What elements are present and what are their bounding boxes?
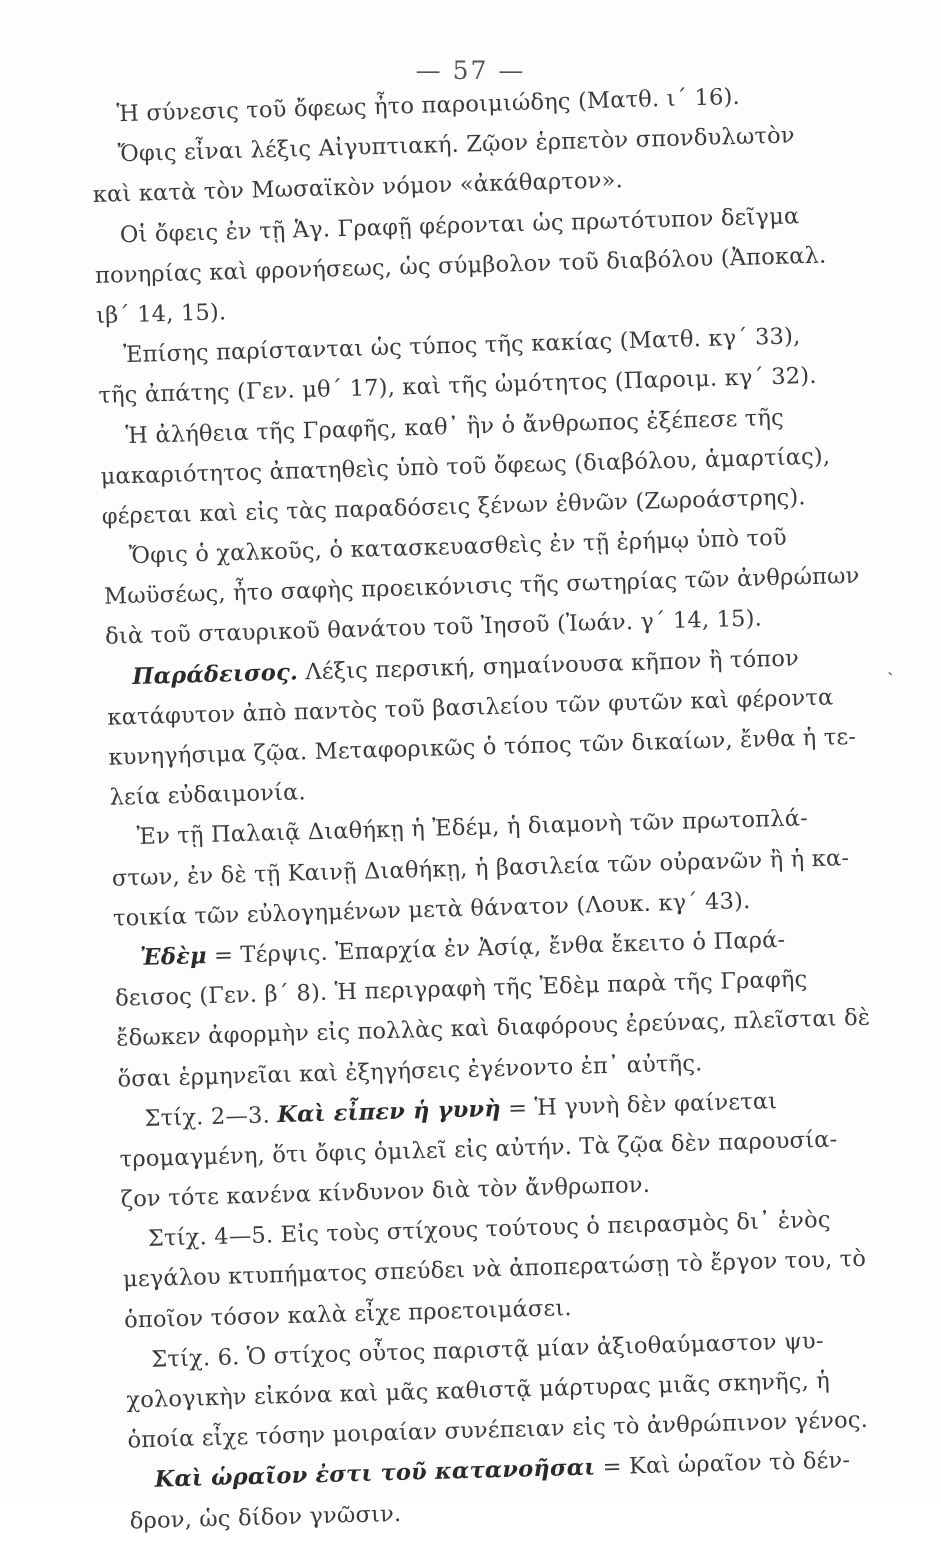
- line-text: τοικία τῶν εὐλογημένων μετὰ θάνατον (Λουκ. κγ΄ 43).: [112, 887, 751, 932]
- verse-ref: Στίχ. 2—3.: [144, 1101, 278, 1132]
- line-text: φέρεται καὶ εἰς τὰς παραδόσεις ξένων ἐθνῶν (Ζωροάστρης).: [101, 484, 807, 530]
- line-text: Ἐπίσης παρίστανται ὡς τύπος τῆς κακίας (Ματθ. κγ΄ 33),: [122, 323, 801, 369]
- line-text: λεία εὐδαιμονία.: [109, 779, 307, 811]
- line-text: Ὄφις εἶναι λέξις Αἰγυπτιακή. Ζῷον ἑρπετὸν σπονδυλωτὸν: [117, 122, 796, 168]
- lemma-term: Καὶ εἶπεν ἡ γυνὴ: [276, 1095, 502, 1128]
- line-text: ὁποῖον τόσον καλὰ εἶχε προετοιμάσει.: [123, 1294, 573, 1334]
- line-text: τῆς ἀπάτης (Γεν. μθ΄ 17), καὶ τῆς ὠμότητος (Παροιμ. κγ΄ 32).: [98, 363, 818, 410]
- line-text: κυνηγήσιμα ζῷα. Μεταφορικῶς ὁ τόπος τῶν δικαίων, ἔνθα ἡ τε-: [108, 723, 857, 771]
- line-text: πονηρίας καὶ φρονήσεως, ὡς σύμβολον τοῦ διαβόλου (Ἀποκαλ.: [94, 242, 827, 289]
- lemma-term: Καὶ ὡραῖον ἐστι τοῦ κατανοῆσαι: [154, 1454, 596, 1494]
- line-text: μεγάλου κτυπήματος σπεύδει νὰ ἀποπερατώσῃ τὸ ἔργον του, τὸ: [122, 1246, 867, 1293]
- lemma-term: Παράδεισος.: [131, 659, 299, 690]
- lemma-term: Ἐδὲμ: [139, 943, 208, 971]
- line-text: Ἡ ἀλήθεια τῆς Γραφῆς, καθ᾽ ἣν ὁ ἄνθρωπος ἐξέπεσε τῆς: [125, 404, 785, 449]
- line-text: Μωϋσέως, ἦτο σαφὴς προεικόνισις τῆς σωτηρίας τῶν ἀνθρώπων: [103, 562, 860, 611]
- line-text: διὰ τοῦ σταυρικοῦ θανάτου τοῦ Ἰησοῦ (Ἰωάν. γ΄ 14, 15).: [104, 605, 763, 651]
- line-text: Ἡ σύνεσις τοῦ ὄφεως ἦτο παροιμιώδης (Ματθ. ι΄ 16).: [116, 83, 741, 128]
- line-text: ὁποία εἶχε τόσην μοιραίαν συνέπειαν εἰς τὸ ἀνθρώπινον γένος.: [127, 1406, 869, 1454]
- line-text: ὅσαι ἑρμηνεῖαι καὶ ἐξηγήσεις ἐγένοντο ἐπ᾽ αὐτῆς.: [117, 1049, 703, 1093]
- line-text: τρομαγμένη, ὅτι ὄφις ὁμιλεῖ εἰς αὐτήν. Τὰ ζῷα δὲν παρουσία-: [119, 1126, 838, 1173]
- line-text: Ὄφις ὁ χαλκοῦς, ὁ κατασκευασθεὶς ἐν τῇ ἐρήμῳ ὑπὸ τοῦ: [128, 524, 788, 570]
- line-text: δεισος (Γεν. β΄ 8). Ἡ περιγραφὴ τῆς Ἐδὲμ παρὰ τῆς Γραφῆς: [114, 966, 808, 1012]
- line-text: = Τέρψις. Ἐπαρχία ἐν Ἀσίᾳ, ἔνθα ἔκειτο ὁ Παρά-: [206, 926, 786, 970]
- body-text: [90, 74, 890, 1541]
- line-text: Στίχ. 6. Ὁ στίχος οὗτος παριστᾷ μίαν ἀξιοθαύμαστον ψυ-: [150, 1327, 824, 1373]
- line-text: στων, ἐν δὲ τῇ Καινῇ Διαθήκῃ, ἡ βασιλεία τῶν οὐρανῶν ἢ ἡ κα-: [111, 844, 850, 892]
- line-text: κατάφυτον ἀπὸ παντὸς τοῦ βασιλείου τῶν φυτῶν καὶ φέροντα: [107, 684, 834, 731]
- margin-mark: ˎ: [887, 652, 894, 676]
- line-text: χολογικὴν εἰκόνα καὶ μᾶς καθιστᾷ μάρτυρας μιᾶς σκηνῆς, ἡ: [126, 1367, 831, 1414]
- line-text: Ἐν τῇ Παλαιᾷ Διαθήκῃ ἡ Ἐδέμ, ἡ διαμονὴ τῶν πρωτοπλά-: [136, 805, 809, 851]
- line-text: Οἱ ὄφεις ἐν τῇ Ἁγ. Γραφῇ φέρονται ὡς πρωτότυπον δεῖγμα: [119, 202, 800, 248]
- line-text: ζον τότε κανένα κίνδυνον διὰ τὸν ἄνθρωπον.: [120, 1171, 651, 1213]
- line-text: = Καὶ ὡραῖον τὸ δέν-: [594, 1447, 851, 1481]
- line-text: δρον, ὡς δίδον γνῶσιν.: [129, 1500, 402, 1535]
- line-text: μακαριότητος ἀπατηθεὶς ὑπὸ τοῦ ὄφεως (διαβόλου, ἁμαρτίας),: [100, 443, 831, 490]
- line-text: καὶ κατὰ τὸν Μωσαϊκὸν νόμον «ἀκάθαρτον».: [92, 167, 624, 209]
- line-text: ἔδωκεν ἀφορμὴν εἰς πολλὰς καὶ διαφόρους ἐρεύνας, πλεῖσται δὲ: [116, 1004, 871, 1052]
- line-text: Λέξις περσική, σημαίνουσα κῆπον ἢ τόπον: [297, 645, 800, 686]
- line-text: = Ἡ γυνὴ δὲν φαίνεται: [500, 1087, 778, 1122]
- line-text: Στίχ. 4—5. Εἰς τοὺς στίχους τούτους ὁ πειρασμὸς δι᾽ ἑνὸς: [147, 1207, 831, 1253]
- line-text: ιβ΄ 14, 15).: [95, 299, 227, 329]
- page-number: — 57 —: [415, 56, 526, 85]
